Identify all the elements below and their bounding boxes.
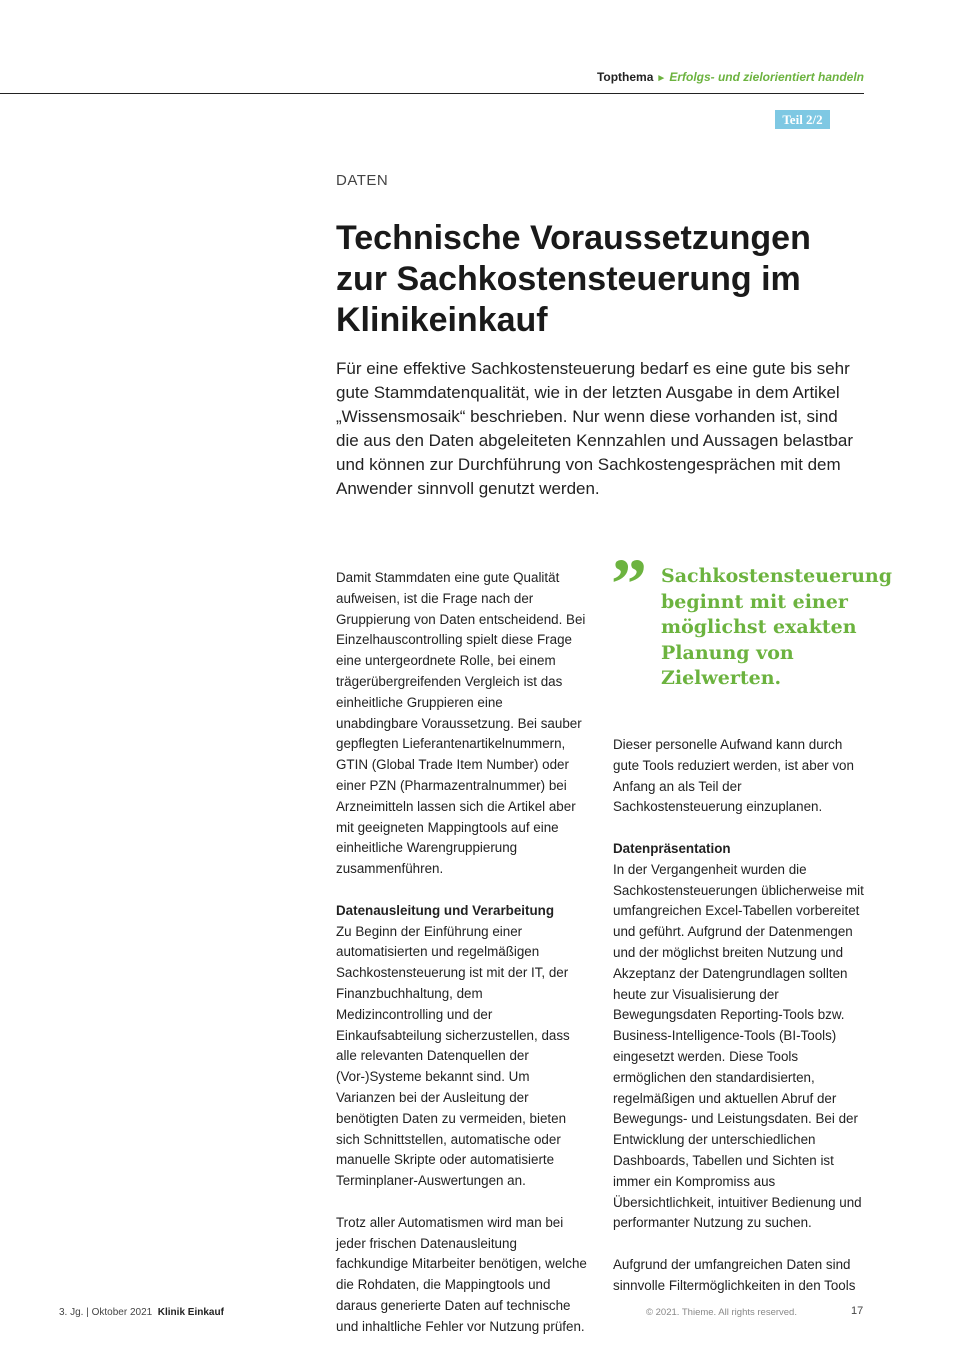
text-column-right: [613, 735, 865, 1297]
text-column-left: [336, 568, 588, 1337]
page-number: 17: [851, 1305, 864, 1317]
paragraph: Dieser personelle Aufwand kann durch gute Tools reduziert werden, ist aber von Anfang an als Teil der Sachkostensteuerung einzuplanen.: [613, 737, 854, 815]
subheading: Datenausleitung und Verarbeitung: [336, 902, 554, 918]
footer-copyright: © 2021. Thieme. All rights reserved.: [646, 1307, 797, 1318]
paragraph: Zu Beginn der Einführung einer automatisierten und regelmäßigen Sachkostensteuerung ist mit der IT, der Finanzbuchhaltung, dem Medizincontrolling und der Einkaufsabteilung sicherzustellen, dass alle relevanten Datenquellen der (Vor-)Systeme bekannt sind. Um Varianzen bei der Ausleitung der benötigten Daten zu vermeiden, bieten sich Schnittstellen, automatische oder manuelle Skripte oder automatisierte Terminplaner-Auswertungen an.: [336, 923, 570, 1189]
paragraph: Trotz aller Automatismen wird man bei jeder frischen Datenausleitung fachkundige Mitarbeiter benötigen, welche die Rohdaten, die Mappingtools und daraus generierte Daten auf technische und inhaltliche Fehler vor Nutzung prüfen.: [336, 1214, 587, 1334]
paragraph: Damit Stammdaten eine gute Qualität aufweisen, ist die Frage nach der Gruppierung von Daten entscheidend. Bei Einzelhauscontrolling spielt diese Frage eine untergeordnete Rolle, bei einem trägerübergreifenden Vergleich ist das einheitliche Gruppieren eine unabdingbare Voraussetzung. Bei sauber gepflegten Lieferantenartikelnummern, GTIN (Global Trade Item Number) oder einer PZN (Pharmazentralnummer) bei Arzneimitteln lassen sich die Artikel aber mit geeigneten Mappingtools auf eine einheitliche Warengruppierung zusammenführen.: [336, 570, 586, 877]
header-arrow-icon: ►: [656, 73, 667, 84]
header-rule: [0, 93, 864, 94]
part-badge: Teil 2/2: [775, 110, 830, 129]
section-kicker: DATEN: [336, 172, 389, 189]
quote-mark-icon: ”: [611, 544, 647, 624]
paragraph: Aufgrund der umfangreichen Daten sind sinnvolle Filtermöglichkeiten in den Tools: [613, 1256, 856, 1293]
header-topic: Topthema: [596, 70, 654, 84]
pull-quote: Sachkostensteuerung beginnt mit einer möglichst exakten Planung von Zielwerten.: [661, 565, 893, 689]
footer-issue: [59, 1307, 224, 1318]
footer-magazine: Klinik Einkauf: [157, 1307, 224, 1318]
running-header: [597, 70, 864, 84]
header-subtitle: Erfolgs- und zielorientiert handeln: [669, 70, 864, 84]
footer-issue-date: 3. Jg. | Oktober 2021: [59, 1307, 153, 1318]
article-lead: Für eine effektive Sachkostensteuerung bedarf es eine gute bis sehr gute Stammdatenqualität, wie in der letzten Ausgabe in dem Artikel „Wissensmosaik“ beschrieben. Nur wenn diese vorhanden ist, sind die aus den Daten abgeleiteten Kennzahlen und Aussagen belastbar und können zur Durchführung von Sachkostengesprächen mit dem Anwender sinnvoll genutzt werden.: [336, 359, 854, 498]
subheading: Datenpräsentation: [613, 840, 731, 856]
article-title: Technische Voraussetzungen zur Sachkostensteuerung im Klinikeinkauf: [336, 219, 811, 339]
paragraph: In der Vergangenheit wurden die Sachkostensteuerungen üblicherweise mit umfangreichen Excel-Tabellen vorbereitet und geführt. Aufgrund der Datenmengen und der möglichst breiten Nutzung und Akzeptanz der Datengrundlagen sollten heute zur Visualisierung der Bewegungsdaten Reporting-Tools bzw. Business-Intelligence-Tools (BI-Tools) eingesetzt werden. Diese Tools ermöglichen den standardisierten, regelmäßigen und aktuellen Abruf der Bewegungs- und Leistungsdaten. Bei der Entwicklung der unterschiedlichen Dashboards, Tabellen und Sichten ist immer ein Kompromiss aus Übersichtlichkeit, intuitiver Bedienung und performanter Nutzung zu suchen.: [613, 861, 864, 1231]
